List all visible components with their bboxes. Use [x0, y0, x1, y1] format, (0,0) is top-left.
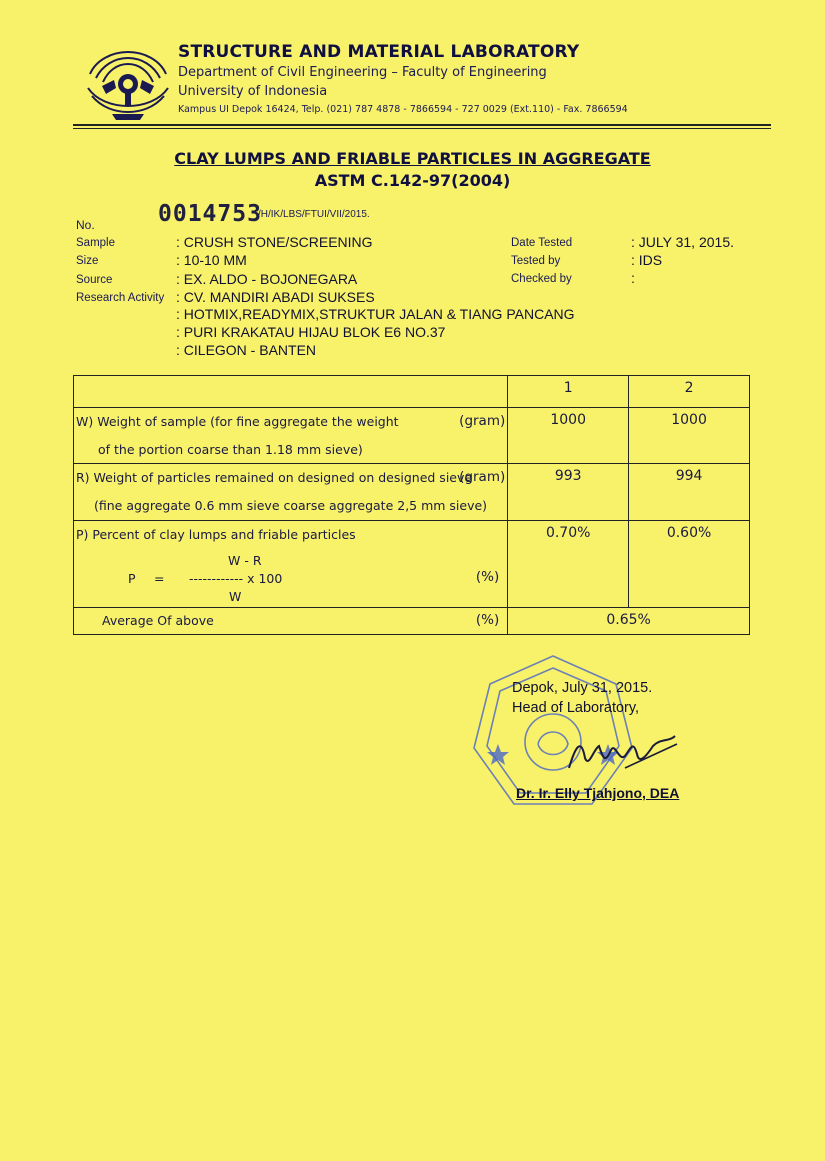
lab-address: Kampus UI Depok 16424, Telp. (021) 787 4878 - 7866594 - 727 0029 (Ext.110) - Fax. 7866594: [178, 104, 628, 115]
average-value: 0.65%: [508, 608, 750, 635]
p-formula-denominator: W: [229, 589, 242, 604]
w-description-line2: of the portion coarse than 1.18 mm sieve): [98, 442, 363, 457]
university-logo: [82, 44, 174, 122]
sample-value: : CRUSH STONE/SCREENING: [176, 234, 373, 250]
university-name: University of Indonesia: [178, 84, 328, 99]
document-standard: ASTM C.142-97(2004): [314, 171, 511, 190]
handwritten-signature: [565, 728, 680, 776]
w-unit: (gram): [459, 413, 506, 429]
average-label-cell: [74, 608, 508, 635]
date-tested-value: : JULY 31, 2015.: [631, 234, 734, 250]
p-unit: (%): [475, 569, 500, 585]
average-unit: (%): [475, 612, 500, 628]
results-table: [73, 375, 750, 635]
w-description-line1: W) Weight of sample (for fine aggregate the weight: [76, 414, 399, 429]
p-description-cell: [74, 521, 508, 608]
date-tested-label: Date Tested: [511, 237, 573, 249]
p-formula-fraction: ------------ x 100: [189, 571, 283, 586]
research-activity-line4: : CILEGON - BANTEN: [176, 342, 317, 358]
research-activity-label: Research Activity: [76, 292, 165, 304]
source-value: : EX. ALDO - BOJONEGARA: [176, 271, 358, 287]
size-value: : 10-10 MM: [176, 252, 247, 268]
research-activity-value: : CV. MANDIRI ABADI SUKSES: [176, 289, 375, 305]
column-header-1: 1: [508, 376, 629, 408]
p-formula-lhs: P: [128, 571, 136, 586]
doc-no-label: No.: [76, 218, 95, 232]
p-value-1: 0.70%: [508, 521, 629, 608]
signature-position: Head of Laboratory,: [512, 700, 640, 716]
lab-name: STRUCTURE AND MATERIAL LABORATORY: [178, 42, 580, 62]
p-description-line1: P) Percent of clay lumps and friable particles: [76, 527, 356, 542]
table-row-p: [74, 521, 750, 608]
r-value-1: 993: [508, 464, 629, 521]
table-row-r: [74, 464, 750, 521]
tested-by-value: : IDS: [631, 252, 663, 268]
signature-place-date: Depok, July 31, 2015.: [512, 680, 653, 696]
doc-number-suffix: /H/IK/LBS/FTUI/VII/2015.: [258, 209, 370, 220]
tested-by-label: Tested by: [511, 255, 561, 267]
column-header-2: 2: [629, 376, 750, 408]
header-blank-cell: [74, 376, 508, 408]
p-formula-numerator: W - R: [228, 553, 262, 568]
w-description-cell: [74, 408, 508, 464]
size-label: Size: [76, 255, 99, 267]
research-activity-line3: : PURI KRAKATAU HIJAU BLOK E6 NO.37: [176, 324, 446, 340]
document-title: CLAY LUMPS AND FRIABLE PARTICLES IN AGGREGATE: [174, 149, 651, 168]
research-activity-line2: : HOTMIX,READYMIX,STRUKTUR JALAN & TIANG PANCANG: [176, 306, 575, 322]
department-name: Department of Civil Engineering – Faculty of Engineering: [178, 65, 547, 80]
source-label: Source: [76, 274, 113, 286]
p-formula-equals: =: [154, 571, 165, 586]
r-value-2: 994: [629, 464, 750, 521]
checked-by-value: :: [631, 270, 635, 286]
table-header-row: [74, 376, 750, 408]
r-description-line1: R) Weight of particles remained on designed on designed sieve: [76, 470, 473, 485]
table-row-w: [74, 408, 750, 464]
w-value-2: 1000: [629, 408, 750, 464]
average-label: Average Of above: [102, 613, 214, 628]
r-description-cell: [74, 464, 508, 521]
r-description-line2: (fine aggregate 0.6 mm sieve coarse aggregate 2,5 mm sieve): [94, 498, 488, 513]
r-unit: (gram): [459, 469, 506, 485]
header-rule-thin: [73, 128, 771, 129]
table-row-average: [74, 608, 750, 635]
w-value-1: 1000: [508, 408, 629, 464]
header-rule: [73, 124, 771, 126]
doc-number: 0014753: [158, 201, 262, 227]
p-value-2: 0.60%: [629, 521, 750, 608]
checked-by-label: Checked by: [511, 273, 572, 285]
sample-label: Sample: [76, 237, 115, 249]
signatory-name: Dr. Ir. Elly Tjahjono, DEA: [516, 785, 680, 801]
